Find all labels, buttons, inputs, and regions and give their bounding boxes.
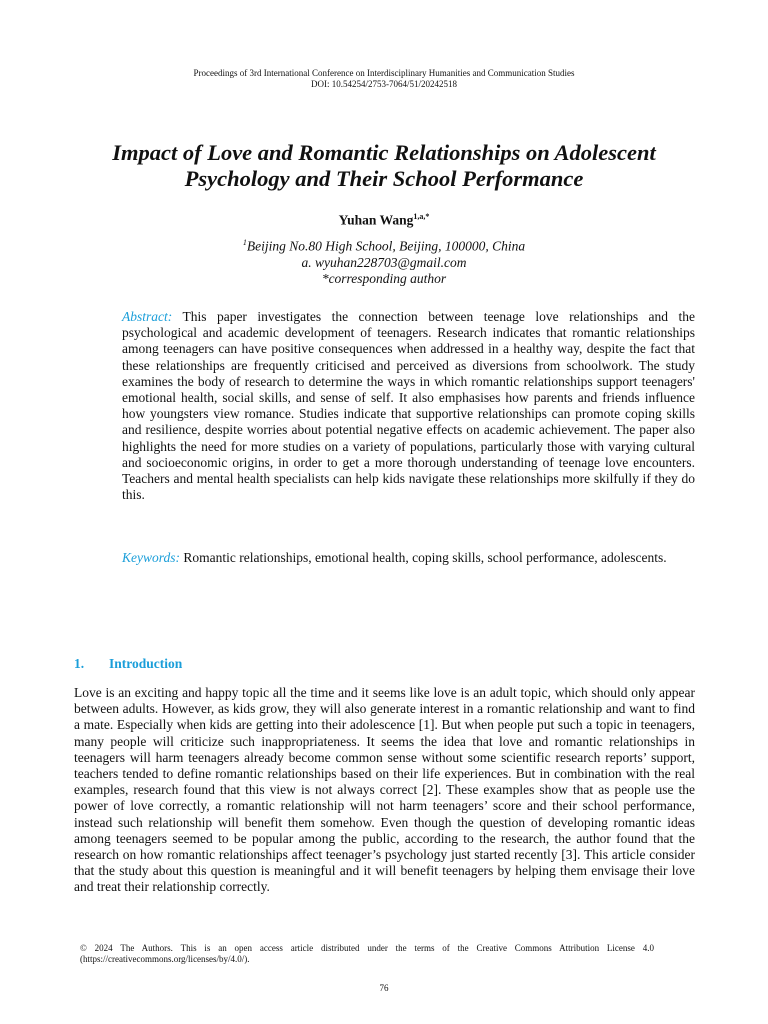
page-number: 76 [379,983,389,993]
abstract-text: This paper investigates the connection between teenage love relationships and the psychological and academic development of teenagers. Research indicates that romantic relationships among teenagers can have positive consequences when addressed in a healthy way, despite the fact that these relationships are frequently criticised and perceived as diversions from schoolwork. The study examines the body of research to determine the ways in which romantic relationships support teenagers' emotional health, social skills, and sense of self. It also emphasises how parents and friends influence how youngsters view romance. Studies indicate that supportive relationships can promote coping skills and resilience, despite worries about potential negative effects on academic achievement. The paper also highlights the need for more studies on a variety of populations, particularly those with varying cultural and socioeconomic origins, in order to get a more thorough understanding of teenage love encounters. Teachers and mental health specialists can help kids navigate these relationships more skilfully if they do this. [122,309,695,503]
conference-name: Proceedings of 3rd International Conference on Interdisciplinary Humanities and Communication Studies [193,68,575,78]
keywords [122,550,695,566]
abstract-label: Abstract: [122,309,173,324]
affiliation [0,235,768,255]
section-number: 1. [74,656,85,671]
author-superscript: 1,a,* [413,212,430,221]
section-title: Introduction [109,656,183,671]
body-paragraph: Love is an exciting and happy topic all the time and it seems like love is an adult topic, which should only appear between adults. However, as kids grow, they will also generate interest in a romantic relationship and want to find a mate. Especially when kids are getting into their adolescence [1]. But when people put such a topic in teenagers, many people will criticize such inappropriateness. It seems the idea that love and romantic relationships in teenagers will harm teenagers already become common sense without some scientific research reports’ support, teachers tended to define romantic relationships based on their life experiences. But in combination with the real examples, research found that this view is not always correct [2]. These examples show that as people use the power of love correctly, a romantic relationship will not harm teenagers’ score and their school performance, instead such relationship will benefit them somehow. Even though the question of developing romantic ideas among teenagers seemed to be popular among the public, according to the research, the author found that the research on how romantic relationships affect teenager’s psychology just started recently [3]. This article consider that the study about this question is meaningful and it will benefit teenagers by helping them envisage their love and treat their relationship correctly. [74,685,695,895]
keywords-text: Romantic relationships, emotional health, coping skills, school performance, adolescents. [183,550,667,565]
author-email[interactable]: a. wyuhan228703@gmail.com [301,254,467,270]
journal-header [0,68,768,90]
author-line [0,212,768,229]
keywords-label: Keywords: [122,550,180,565]
affiliation-superscript: 1 [242,238,247,247]
abstract [122,309,695,503]
corresponding-note: *corresponding author [321,270,447,286]
affiliation-block [0,235,768,287]
affiliation-text: Beijing No.80 High School, Beijing, 100000, China [246,238,526,254]
doi[interactable]: DOI: 10.54254/2753-7064/51/20242518 [311,79,457,89]
author-name: Yuhan Wang [338,212,414,228]
paper-title: Impact of Love and Romantic Relationships on Adolescent Psychology and Their School Performance [112,140,656,191]
license-footnote: © 2024 The Authors. This is an open access article distributed under the terms of the Creative Commons Attribution License 4.0 (https://creativecommons.org/licenses/by/4.0/). [80,943,654,964]
section-heading [74,656,182,672]
